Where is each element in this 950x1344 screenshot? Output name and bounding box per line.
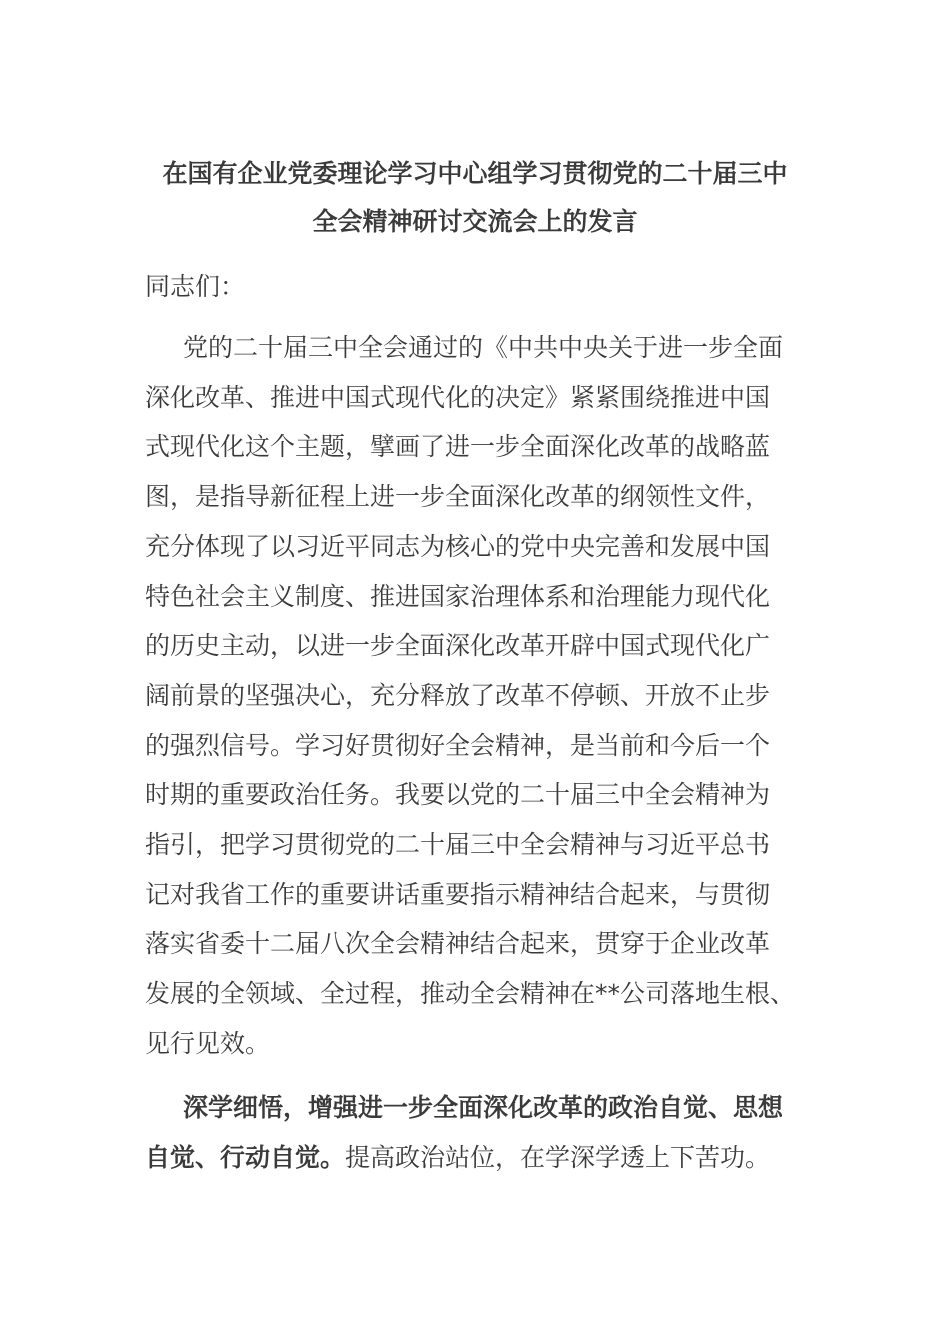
paragraph-line: 深化改革、推进中国式现代化的决定》紧紧围绕推进中国 <box>145 382 771 412</box>
paragraph-line: 发展的全领域、全过程，推动全会精神在**公司落地生根、 <box>145 979 796 1009</box>
paragraph-line: 图，是指导新征程上进一步全面深化改革的纲领性文件， <box>145 482 771 512</box>
greeting: 同志们： <box>145 272 246 301</box>
paragraph-2-line-2 <box>145 1133 825 1183</box>
paragraph-line: 时期的重要政治任务。我要以党的二十届三中全会精神为 <box>145 780 771 810</box>
section-heading-line-1: 深学细悟，增强进一步全面深化改革的政治自觉、思想 <box>183 1093 784 1122</box>
paragraph-line: 的强烈信号。学习好贯彻好全会精神，是当前和今后一个 <box>145 730 771 760</box>
paragraph-line: 记对我省工作的重要讲话重要指示精神结合起来，与贯彻 <box>145 879 771 909</box>
paragraph-line: 充分体现了以习近平同志为核心的党中央完善和发展中国 <box>145 531 771 561</box>
paragraph-line: 的历史主动，以进一步全面深化改革开辟中国式现代化广 <box>145 631 771 661</box>
title-line-2: 全会精神研讨交流会上的发言 <box>312 207 638 236</box>
paragraph-line: 阔前景的坚强决心，充分释放了改革不停顿、开放不止步 <box>145 680 771 710</box>
paragraph-2-text: 提高政治站位，在学深学透上下苦功。 <box>345 1142 771 1172</box>
section-heading-line-2: 自觉、行动自觉。 <box>145 1142 346 1172</box>
paragraph-1 <box>145 323 825 1069</box>
document-title <box>145 150 805 246</box>
paragraph-line: 指引，把学习贯彻党的二十届三中全会精神与习近平总书 <box>145 830 771 860</box>
paragraph-line: 党的二十届三中全会通过的《中共中央关于进一步全面 <box>183 333 784 362</box>
paragraph-line: 见行见效。 <box>145 1028 271 1058</box>
title-line-1: 在国有企业党委理论学习中心组学习贯彻党的二十届三中 <box>162 159 788 188</box>
paragraph-line: 特色社会主义制度、推进国家治理体系和治理能力现代化 <box>145 581 771 611</box>
paragraph-line: 式现代化这个主题，擘画了进一步全面深化改革的战略蓝 <box>145 432 771 462</box>
paragraph-2 <box>145 1083 825 1182</box>
paragraph-line: 落实省委十二届八次全会精神结合起来，贯穿于企业改革 <box>145 929 771 959</box>
